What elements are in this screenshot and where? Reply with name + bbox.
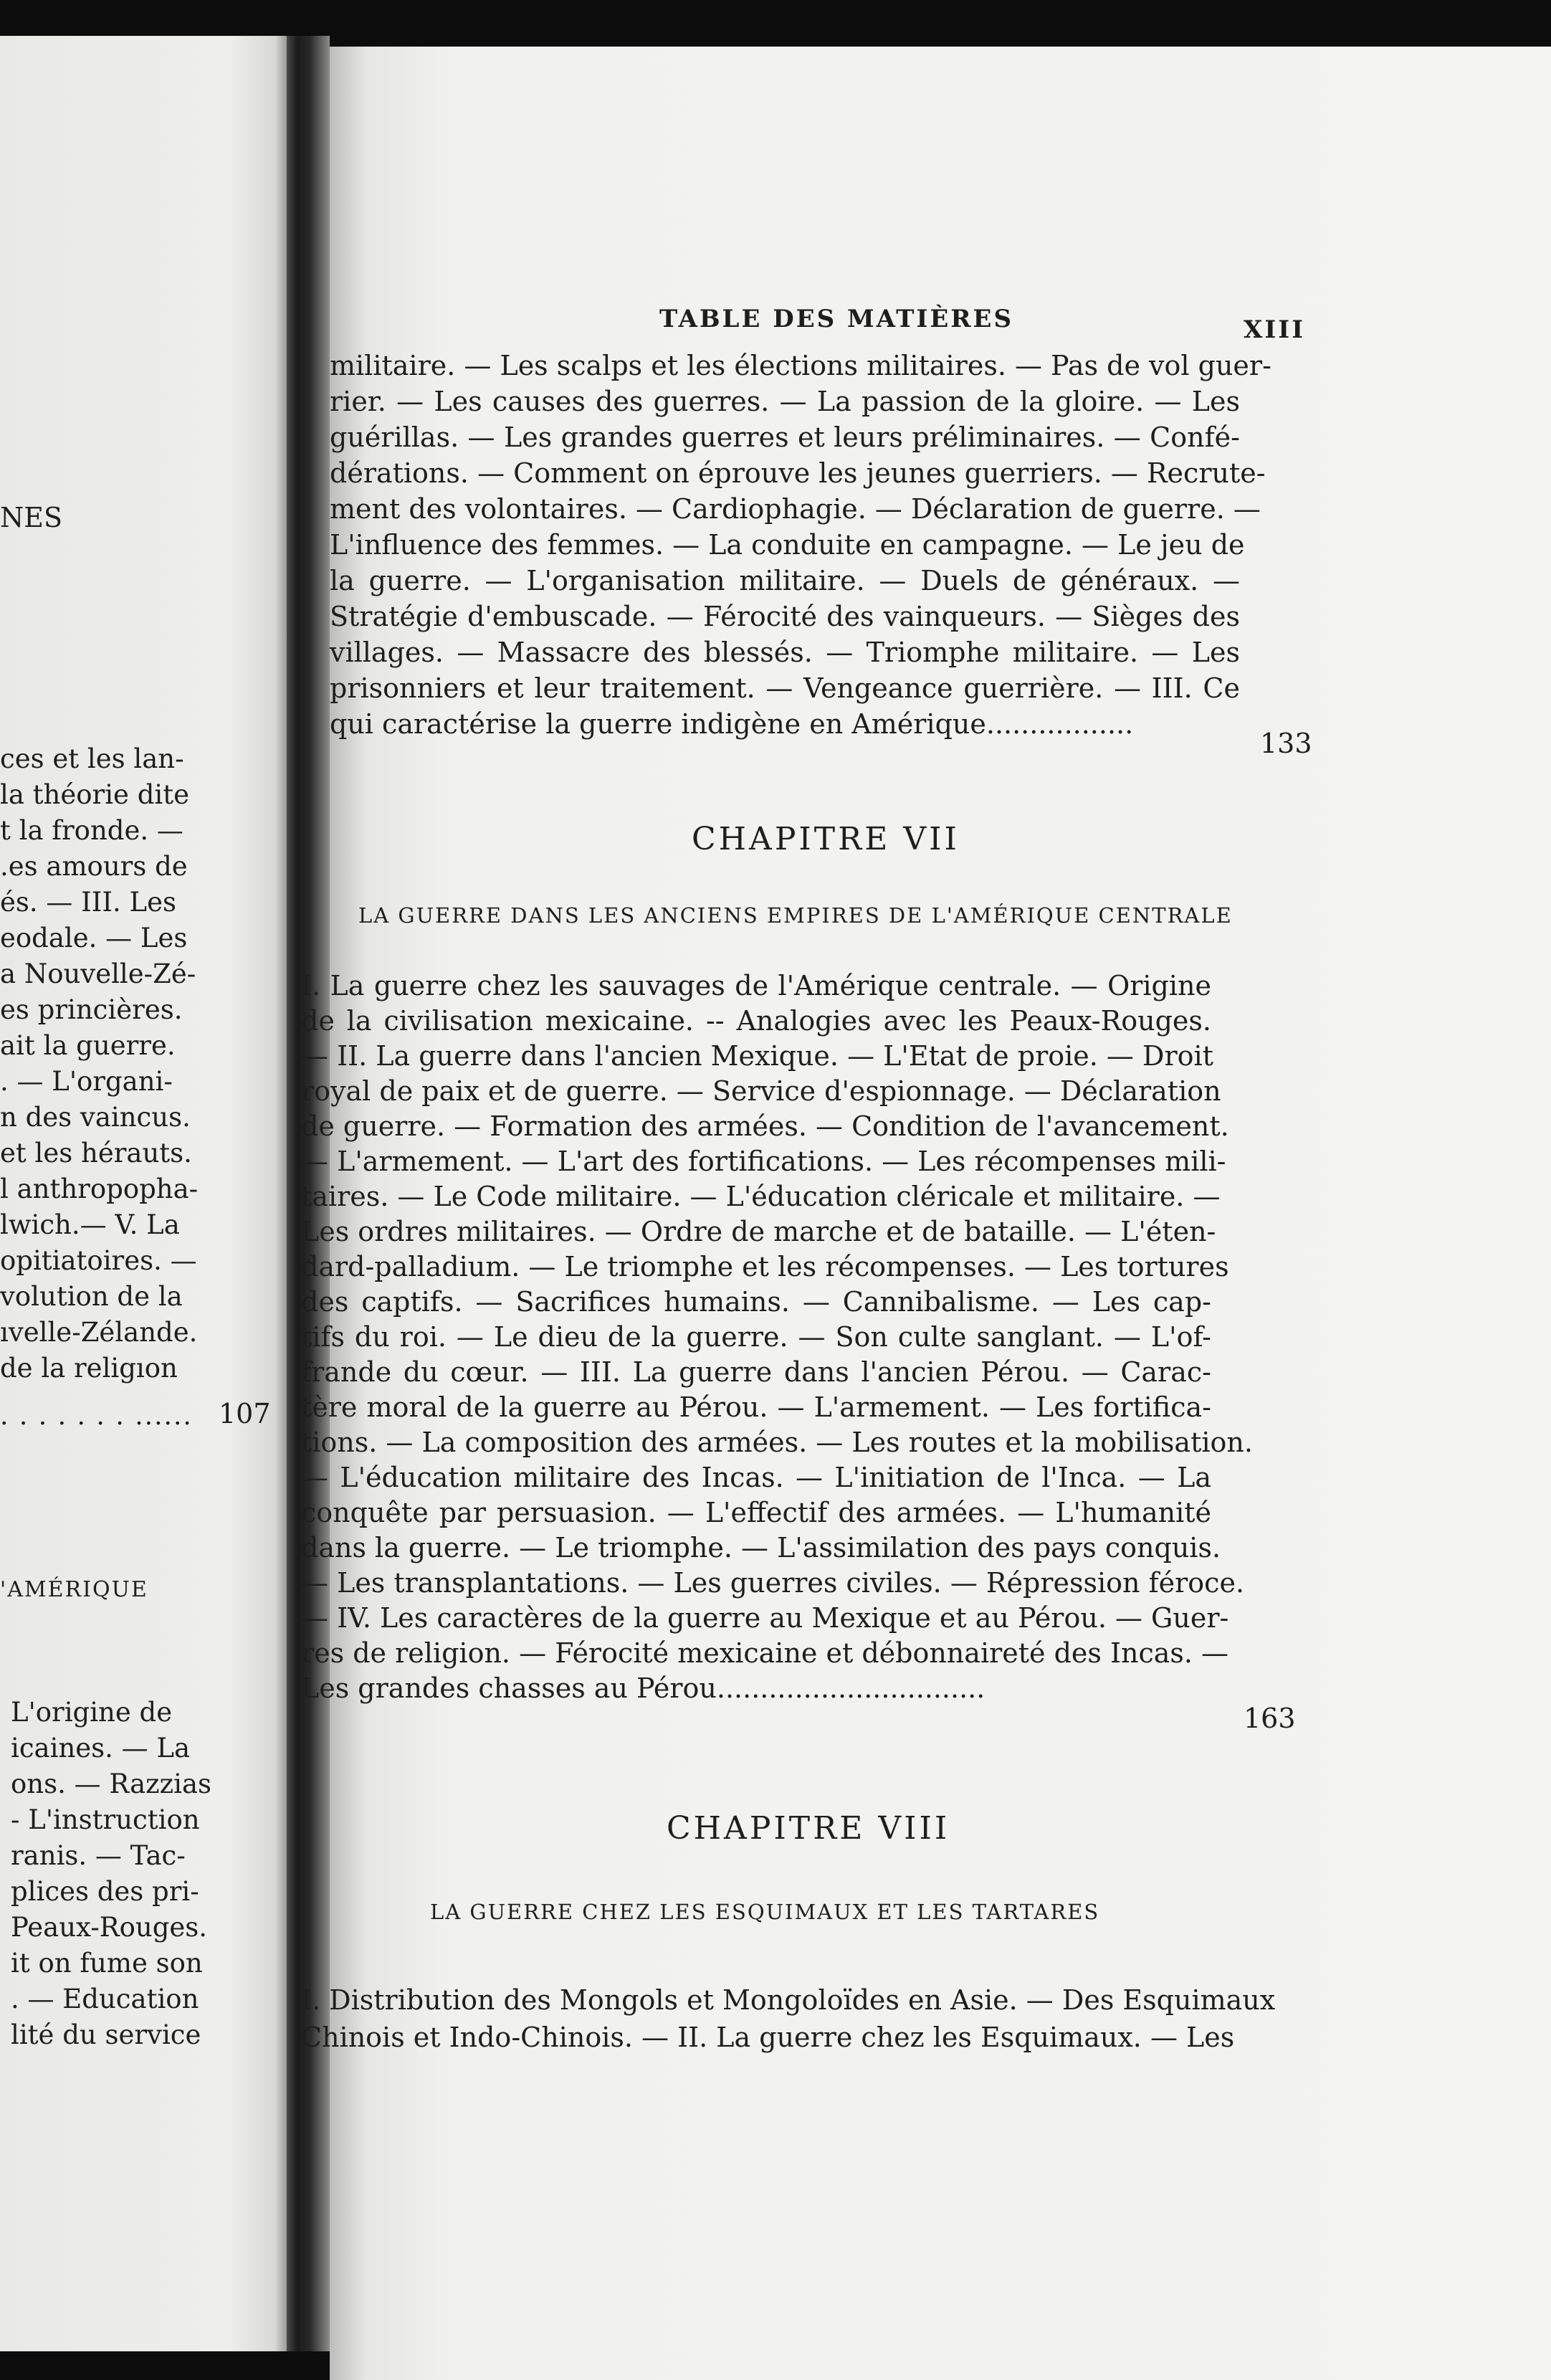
toc-line: — IV. Les caractères de la guerre au Mexique et au Pérou. — Guer-: [301, 1602, 1229, 1634]
toc-line: et les hérauts.: [0, 1138, 192, 1168]
toc-line: — L'armement. — L'art des fortifications. — Les récompenses mili-: [301, 1146, 1226, 1177]
toc-line: lwich.— V. La: [0, 1209, 180, 1240]
left-heading-fragment: NES: [0, 502, 63, 533]
toc-line: qui caractérise la guerre indigène en Amérique.................: [330, 708, 1134, 740]
toc-line: frande du cœur. — III. La guerre dans l'ancien Pérou. — Carac-: [301, 1356, 1211, 1388]
toc-line: conquête par persuasion. — L'effectif des armées. — L'humanité: [301, 1497, 1211, 1528]
toc-line: Peaux-Rouges.: [11, 1912, 208, 1943]
toc-line: de la civilisation mexicaine. -- Analogies avec les Peaux-Rouges.: [301, 1005, 1211, 1037]
toc-line: eodale. — Les: [0, 923, 188, 953]
toc-line: . — Education: [11, 1984, 199, 2014]
chapter-7-subtitle: LA GUERRE DANS LES ANCIENS EMPIRES DE L'AMÉRIQUE CENTRALE: [358, 903, 1233, 928]
toc-line: la théorie dite: [0, 779, 189, 810]
left-page-number: 107: [219, 1398, 271, 1429]
toc-line: tifs du roi. — Le dieu de la guerre. — Son culte sanglant. — L'of-: [301, 1321, 1211, 1353]
toc-line: ons. — Razzias: [11, 1769, 212, 1799]
toc-line: de la religıon: [0, 1353, 178, 1384]
left-leader-dots: . . . . . . . ......: [0, 1401, 193, 1431]
toc-line: rier. — Les causes des guerres. — La passion de la gloire. — Les: [330, 386, 1240, 417]
toc-line: Les grandes chasses au Pérou...............................: [301, 1672, 986, 1704]
left-page: [0, 36, 287, 2351]
toc-line: des captifs. — Sacrifices humains. — Cannibalisme. — Les cap-: [301, 1286, 1211, 1318]
toc-line: L'influence des femmes. — La conduite en campagne. — Le jeu de: [330, 529, 1245, 561]
toc-line: es princières.: [0, 994, 183, 1025]
toc-line: royal de paix et de guerre. — Service d'espionnage. — Déclaration: [301, 1075, 1221, 1107]
chapter-8-title: CHAPITRE VIII: [667, 1810, 950, 1847]
toc-line: dans la guerre. — Le triomphe. — L'assimilation des pays conquis.: [301, 1532, 1221, 1563]
toc-line: - L'instruction: [11, 1804, 200, 1835]
toc-line: . — L'organi-: [0, 1066, 173, 1097]
toc-line: ait la guerre.: [0, 1030, 176, 1061]
toc-line: — II. La guerre dans l'ancien Mexique. — L'Etat de proie. — Droit: [301, 1040, 1213, 1072]
toc-line: volution de la: [0, 1281, 183, 1312]
toc-line: la guerre. — L'organisation militaire. — Duels de généraux. —: [330, 565, 1240, 596]
running-head: TABLE DES MATIÈRES: [659, 305, 1014, 333]
toc-line: t la fronde. —: [0, 815, 183, 846]
toc-line: lité du service: [11, 2019, 201, 2050]
toc-line: de guerre. — Formation des armées. — Condition de l'avancement.: [301, 1110, 1229, 1142]
left-heading2-fragment: 'AMÉRIQUE: [0, 1577, 148, 1602]
toc-line: l anthropopha-: [0, 1174, 199, 1204]
toc-line: militaire. — Les scalps et les élections militaires. — Pas de vol guer-: [330, 350, 1271, 381]
toc-line: prisonniers et leur traitement. — Vengeance guerrière. — III. Ce: [330, 672, 1240, 704]
chapter-8-subtitle: LA GUERRE CHEZ LES ESQUIMAUX ET LES TARTARES: [430, 1900, 1100, 1924]
toc-line: ces et les lan-: [0, 743, 184, 774]
toc-line: Stratégie d'embuscade. — Férocité des vainqueurs. — Sièges des: [330, 601, 1240, 632]
toc-line: res de religion. — Férocité mexicaine et débonnaireté des Incas. —: [301, 1637, 1229, 1669]
toc-line: ıvelle-Zélande.: [0, 1317, 198, 1348]
chapter-7-title: CHAPITRE VII: [692, 821, 960, 857]
toc-line: — L'éducation militaire des Incas. — L'initiation de l'Inca. — La: [301, 1462, 1211, 1493]
toc-line: I. La guerre chez les sauvages de l'Amérique centrale. — Origine: [301, 970, 1211, 1001]
toc-line: .es amours de: [0, 851, 188, 882]
folio: XIII: [1244, 315, 1306, 344]
toc-line: villages. — Massacre des blessés. — Triomphe militaire. — Les: [330, 637, 1240, 668]
toc-line: tère moral de la guerre au Pérou. — L'armement. — Les fortifica-: [301, 1391, 1211, 1423]
toc-line: taires. — Le Code militaire. — L'éducation cléricale et militaire. —: [301, 1181, 1221, 1212]
toc-line: ranis. — Tac-: [11, 1840, 186, 1871]
toc-line: és. — III. Les: [0, 887, 176, 918]
toc-line: Chinois et Indo-Chinois. — II. La guerre chez les Esquimaux. — Les: [301, 2022, 1235, 2053]
toc-line: I. Distribution des Mongols et Mongoloïdes en Asie. — Des Esquimaux: [301, 1984, 1276, 2016]
toc-line: dard-palladium. — Le triomphe et les récompenses. — Les tortures: [301, 1251, 1229, 1282]
right-page: [301, 47, 1551, 2380]
toc-line: opitiatoires. —: [0, 1245, 197, 1276]
toc-line: dérations. — Comment on éprouve les jeunes guerriers. — Recrute-: [330, 457, 1266, 489]
toc-line: Les ordres militaires. — Ordre de marche et de bataille. — L'éten-: [301, 1216, 1216, 1247]
toc-line: icaines. — La: [11, 1733, 191, 1763]
toc-line: guérillas. — Les grandes guerres et leurs préliminaires. — Confé-: [330, 422, 1240, 453]
toc-line: a Nouvelle-Zé-: [0, 958, 196, 989]
toc-line: plices des pri-: [11, 1876, 199, 1907]
toc-line: L'origine de: [11, 1697, 173, 1728]
toc-line: it on fume son: [11, 1948, 203, 1979]
toc-line: ment des volontaires. — Cardiophagie. — Déclaration de guerre. —: [330, 493, 1261, 525]
page-ref-133: 133: [1260, 728, 1312, 759]
toc-line: n des vaincus.: [0, 1102, 191, 1133]
toc-line: tions. — La composition des armées. — Les routes et la mobilisation.: [301, 1427, 1253, 1458]
page-ref-163: 163: [1244, 1703, 1296, 1734]
toc-line: — Les transplantations. — Les guerres civiles. — Répression féroce.: [301, 1567, 1245, 1599]
